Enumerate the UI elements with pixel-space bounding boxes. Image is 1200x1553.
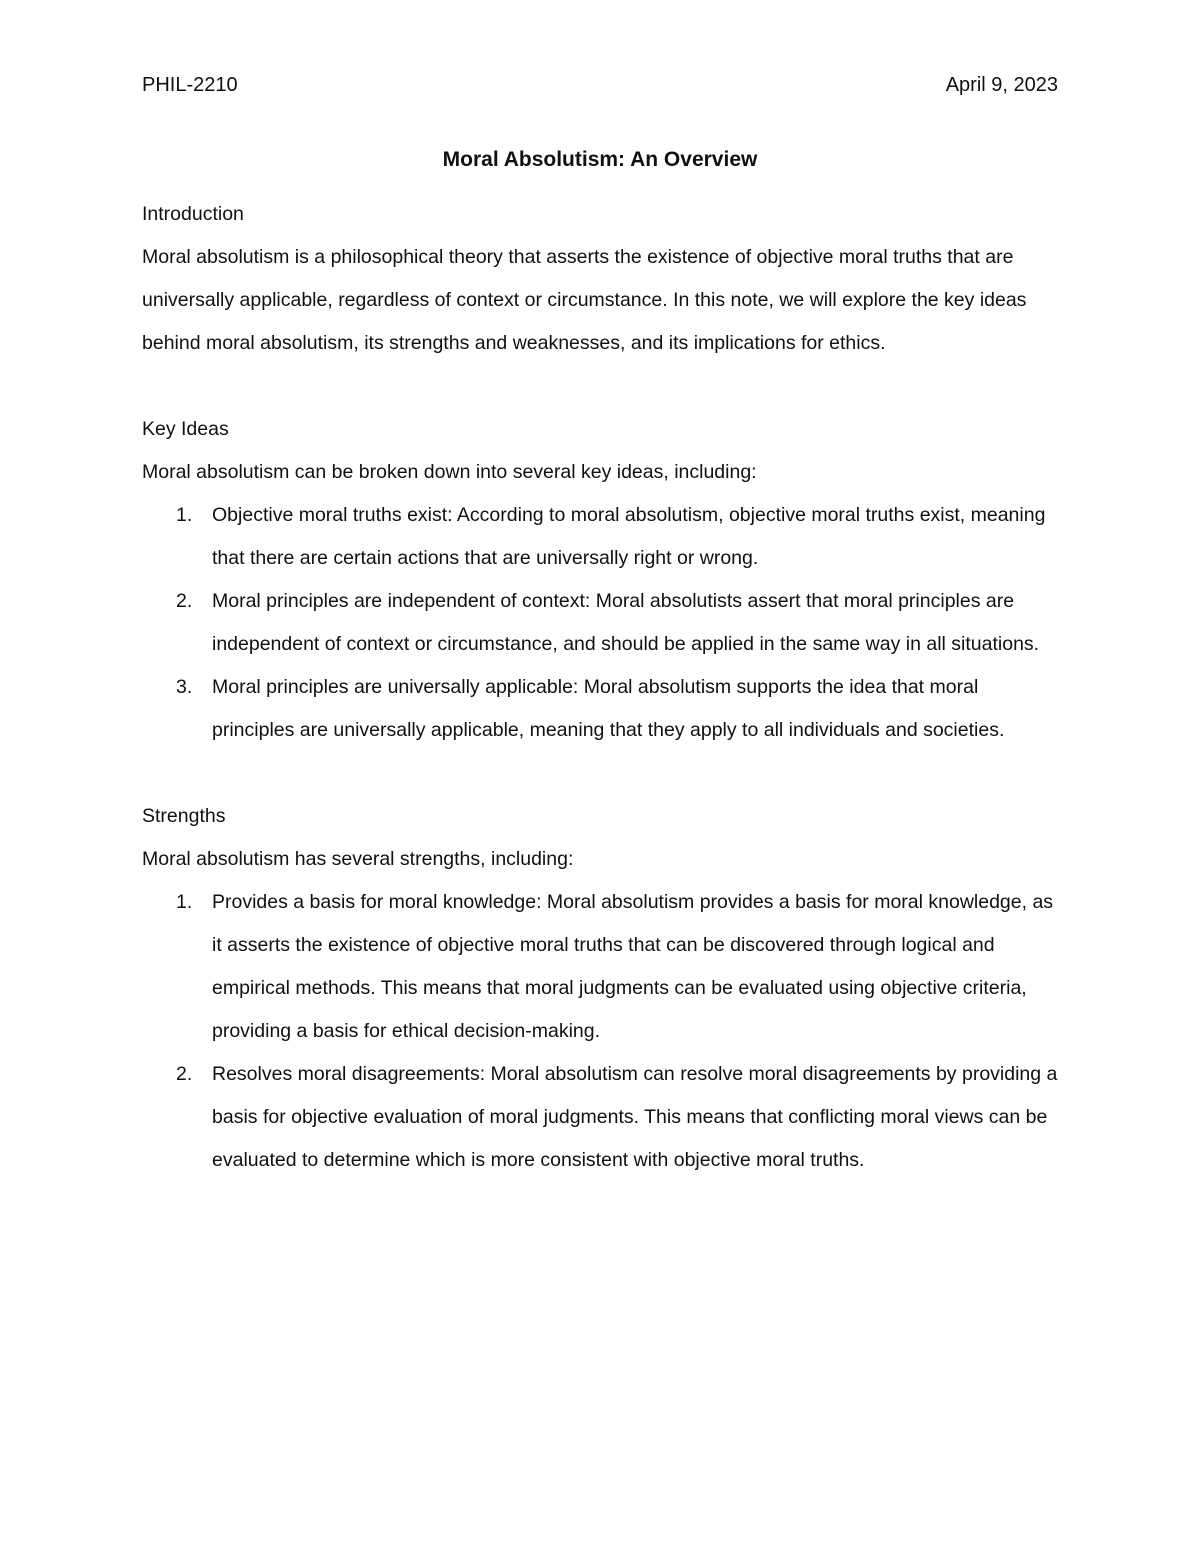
list-item-text: Moral principles are universally applicable: Moral absolutism supports the idea that moral principles are universally applicable, meaning that they apply to all individuals and societies. <box>212 676 1005 741</box>
key-ideas-heading: Key Ideas <box>142 418 229 440</box>
strengths-heading: Strengths <box>142 805 226 827</box>
list-item-text: Provides a basis for moral knowledge: Moral absolutism provides a basis for moral knowledge, as it asserts the existence of objective moral truths that can be discovered through logical and empirical methods. This means that moral judgments can be evaluated using objective criteria, providing a basis for ethical decision-making. <box>212 891 1054 1042</box>
strengths-lead: Moral absolutism has several strengths, including: <box>142 848 574 870</box>
document-date: April 9, 2023 <box>945 74 1058 96</box>
page-header <box>142 72 1058 98</box>
list-item-text: Objective moral truths exist: According to moral absolutism, objective moral truths exist, meaning that there are certain actions that are universally right or wrong. <box>212 504 1046 569</box>
key-ideas-lead: Moral absolutism can be broken down into several key ideas, including: <box>142 461 757 483</box>
key-ideas-list <box>142 494 1062 752</box>
list-item-text: Moral principles are independent of context: Moral absolutists assert that moral principles are independent of context or circumstance, and should be applied in the same way in all situations. <box>212 590 1040 655</box>
strengths-list <box>142 881 1062 1182</box>
document-body <box>142 193 1062 1182</box>
introduction-paragraph: Moral absolutism is a philosophical theory that asserts the existence of objective moral truths that are universally applicable, regardless of context or circumstance. In this note, we will explore the key ideas behind moral absolutism, its strengths and weaknesses, and its implications for ethics. <box>142 246 1027 354</box>
list-item-text: Resolves moral disagreements: Moral absolutism can resolve moral disagreements by providing a basis for objective evaluation of moral judgments. This means that conflicting moral views can be evaluated to determine which is more consistent with objective moral truths. <box>212 1063 1058 1171</box>
list-item-number: 1. <box>176 891 193 913</box>
list-item-number: 2. <box>176 590 193 612</box>
list-item-number: 2. <box>176 1063 193 1085</box>
list-item <box>142 666 1062 752</box>
list-item <box>142 1053 1062 1182</box>
list-item <box>142 494 1062 580</box>
introduction-heading: Introduction <box>142 203 244 225</box>
course-code: PHIL-2210 <box>142 74 238 96</box>
document-title: Moral Absolutism: An Overview <box>442 148 758 171</box>
list-item <box>142 580 1062 666</box>
list-item-number: 3. <box>176 676 193 698</box>
list-item <box>142 881 1062 1053</box>
list-item-number: 1. <box>176 504 193 526</box>
